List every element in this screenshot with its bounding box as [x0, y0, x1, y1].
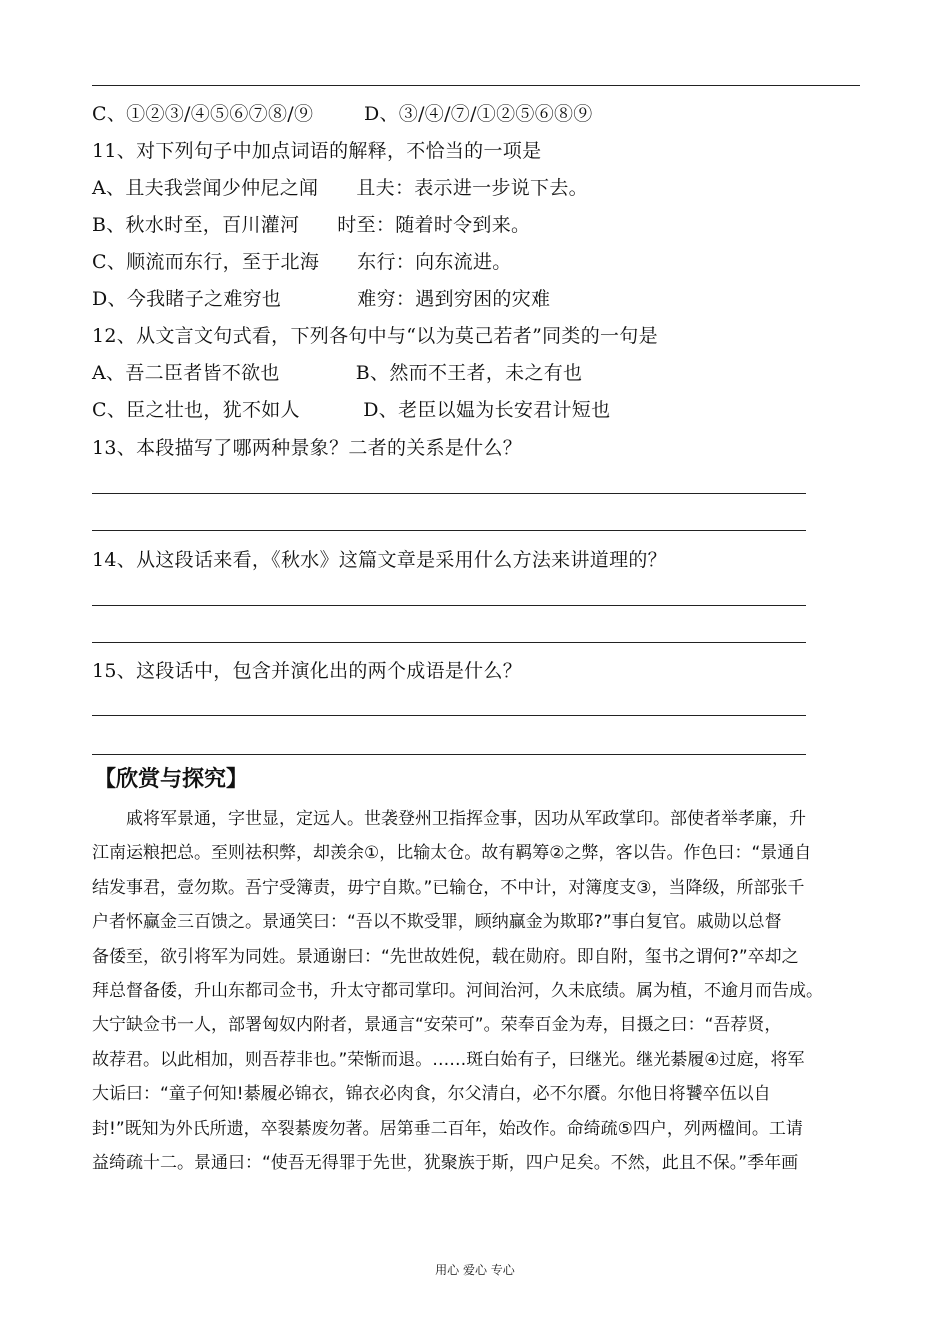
- q11-option-c: C、顺流而东行，至于北海 东行：向东流进。: [92, 251, 512, 273]
- q11-stem: 11、对下列句子中加点词语的解释，不恰当的一项是: [92, 140, 542, 162]
- passage-line: 户者怀赢金三百馈之。景通笑曰：“吾以不欺受罪，顾纳赢金为欺耶?”事白复官。戚勋以总督: [92, 912, 782, 933]
- passage-line: 江南运粮把总。至则祛积弊，却羡余①，比输太仓。故有羁筹②之弊，客以告。作色曰：“景通自: [92, 843, 812, 864]
- passage-line: 大诟曰：“童子何知!綦履必锦衣，锦衣必肉食，尔父清白，必不尔餍。尔他日将饕卒伍以自: [92, 1084, 771, 1105]
- q13-answer-line-1[interactable]: [92, 493, 806, 494]
- q10-options-cd: C、①②③/④⑤⑥⑦⑧/⑨ D、③/④/⑦/①②⑤⑥⑧⑨: [92, 103, 593, 125]
- top-rule: [92, 85, 860, 86]
- passage-line: 拜总督备倭，升山东都司佥书，升太守都司掌印。河间治河，久未底绩。属为植，不逾月而告成。: [92, 981, 823, 1002]
- passage-line: 结发事君，壹勿欺。吾宁受簿责，毋宁自欺。”已输仓，不中计，对簿度支③，当降级，所部张千: [92, 877, 805, 898]
- q12-options-ab: A、吾二臣者皆不欲也 B、然而不王者，未之有也: [92, 362, 583, 384]
- q14-stem: 14、从这段话来看，《秋水》这篇文章是采用什么方法来讲道理的？: [92, 549, 667, 571]
- q15-answer-line-1[interactable]: [92, 715, 806, 716]
- q15-stem: 15、这段话中，包含并演化出的两个成语是什么？: [92, 660, 523, 682]
- passage-line: 益绮疏十二。景通曰：“使吾无得罪于先世，犹聚族于斯，四户足矣。不然，此且不保。”季年画: [92, 1153, 799, 1174]
- q13-stem: 13、本段描写了哪两种景象？二者的关系是什么？: [92, 437, 523, 459]
- passage-line: 备倭至，欲引将军为同姓。景通谢曰：“先世故姓倪，载在勋府。即自附，玺书之谓何?”卒却之: [92, 946, 799, 967]
- q15-answer-line-2[interactable]: [92, 754, 806, 755]
- q11-option-b: B、秋水时至，百川灌河 时至：随着时令到来。: [92, 214, 531, 236]
- page-footer: 用心 爱心 专心: [435, 1263, 515, 1277]
- passage-line: 戚将军景通，字世显，定远人。世袭登州卫指挥佥事，因功从军政掌印。部使者举孝廉，升: [92, 809, 806, 829]
- q14-answer-line-1[interactable]: [92, 605, 806, 606]
- passage-line: 故荐君。以此相加，则吾荐非也。”荣惭而退。……斑白始有子，曰继光。继光綦履④过庭，将军: [92, 1049, 805, 1070]
- q12-stem: 12、从文言文句式看，下列各句中与“以为莫己若者”同类的一句是: [92, 325, 658, 347]
- q13-answer-line-2[interactable]: [92, 530, 806, 531]
- section-title: 【欣赏与探究】: [94, 767, 249, 792]
- q11-option-d: D、今我睹子之难穷也 难穷：遇到穷困的灾难: [92, 288, 551, 310]
- passage-line: 大宁缺佥书一人，部署匈奴内附者，景通言“安荣可”。荣奉百金为寿，目摄之曰：“吾荐贤，: [92, 1015, 782, 1036]
- q11-option-a: A、且夫我尝闻少仲尼之闻 且夫：表示进一步说下去。: [92, 177, 588, 199]
- q14-answer-line-2[interactable]: [92, 642, 806, 643]
- passage-line: 封!”既知为外氏所遗，卒裂綦废勿著。居第垂二百年，始改作。命绮疏⑤四户，列两楹间。工请: [92, 1118, 803, 1139]
- reading-passage: [92, 802, 860, 1180]
- q12-options-cd: C、臣之壮也，犹不如人 D、老臣以媪为长安君计短也: [92, 399, 611, 421]
